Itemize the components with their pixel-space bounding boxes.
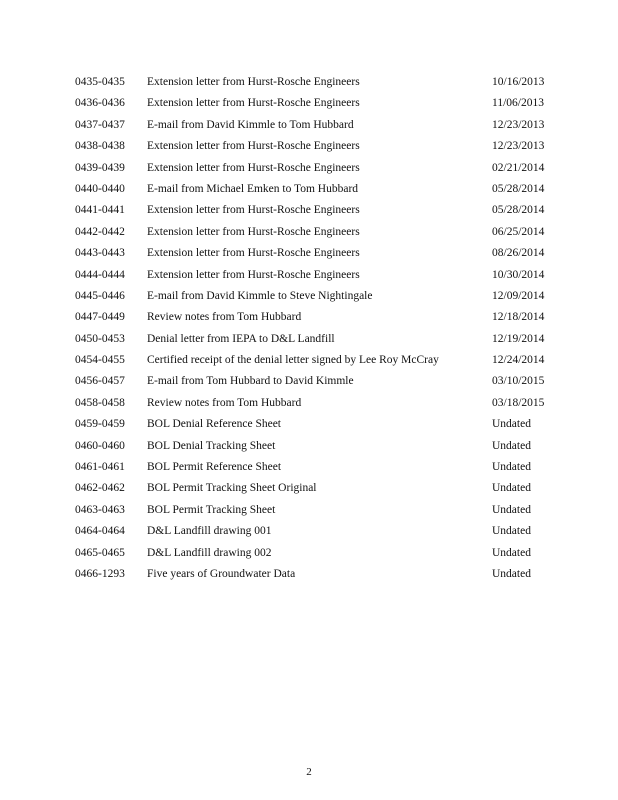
document-date: Undated [492, 482, 531, 495]
index-row [0, 265, 618, 286]
document-description: Review notes from Tom Hubbard [147, 396, 302, 409]
document-description: E-mail from David Kimmle to Steve Nightingale [147, 289, 373, 302]
index-row [0, 93, 618, 114]
bates-range: 0450-0453 [75, 332, 125, 345]
document-date: Undated [492, 546, 531, 559]
index-row [0, 243, 618, 264]
bates-range: 0439-0439 [75, 161, 125, 174]
document-description: Extension letter from Hurst-Rosche Engineers [147, 97, 360, 110]
document-date: 10/16/2013 [492, 76, 545, 88]
bates-range: 0442-0442 [75, 225, 125, 238]
document-date: Undated [492, 525, 531, 538]
bates-range: 0466-1293 [75, 567, 125, 580]
document-date: 02/21/2014 [492, 161, 545, 174]
document-date: Undated [492, 567, 531, 580]
document-date: 03/10/2015 [492, 375, 545, 388]
document-description: Certified receipt of the denial letter signed by Lee Roy McCray [147, 354, 439, 367]
bates-range: 0444-0444 [75, 268, 125, 281]
document-date: 11/06/2013 [492, 97, 544, 110]
document-description: E-mail from Michael Emken to Tom Hubbard [147, 182, 359, 195]
bates-range: 0435-0435 [75, 76, 125, 88]
document-description: Review notes from Tom Hubbard [147, 311, 302, 324]
bates-range: 0441-0441 [75, 204, 125, 217]
bates-range: 0447-0449 [75, 311, 125, 324]
document-date: Undated [492, 439, 531, 452]
bates-range: 0458-0458 [75, 396, 125, 409]
document-date: Undated [492, 503, 531, 516]
index-row [0, 200, 618, 221]
document-date: 10/30/2014 [492, 268, 545, 281]
document-description: Extension letter from Hurst-Rosche Engineers [147, 247, 360, 260]
index-row [0, 371, 618, 392]
index-row [0, 158, 618, 179]
index-row [0, 478, 618, 499]
document-description: Extension letter from Hurst-Rosche Engineers [147, 204, 360, 217]
bates-range: 0465-0465 [75, 546, 125, 559]
index-row [0, 393, 618, 414]
document-description: Extension letter from Hurst-Rosche Engineers [147, 268, 360, 281]
index-row [0, 286, 618, 307]
document-date: Undated [492, 461, 531, 474]
document-date: 12/19/2014 [492, 332, 545, 345]
document-description: Extension letter from Hurst-Rosche Engineers [147, 76, 360, 88]
document-date: 12/24/2014 [492, 354, 545, 367]
document-description: Five years of Groundwater Data [147, 567, 296, 580]
index-row [0, 222, 618, 243]
document-date: 03/18/2015 [492, 396, 545, 409]
bates-range: 0463-0463 [75, 503, 125, 516]
document-description: BOL Permit Reference Sheet [147, 461, 282, 474]
document-date: 05/28/2014 [492, 204, 545, 217]
document-date: Undated [492, 418, 531, 431]
bates-range: 0436-0436 [75, 97, 125, 110]
bates-range: 0464-0464 [75, 525, 125, 538]
document-date: 12/09/2014 [492, 289, 545, 302]
document-description: BOL Denial Reference Sheet [147, 418, 282, 431]
document-date: 12/18/2014 [492, 311, 545, 324]
document-date: 12/23/2013 [492, 118, 545, 131]
bates-range: 0440-0440 [75, 182, 125, 195]
index-row [0, 457, 618, 478]
document-description: BOL Permit Tracking Sheet [147, 503, 276, 516]
bates-range: 0438-0438 [75, 140, 125, 153]
document-index-list [0, 72, 618, 585]
index-row [0, 307, 618, 328]
page-number: 2 [306, 766, 312, 778]
bates-range: 0437-0437 [75, 118, 125, 131]
index-row [0, 115, 618, 136]
document-description: BOL Denial Tracking Sheet [147, 439, 276, 452]
document-description: Denial letter from IEPA to D&L Landfill [147, 332, 335, 345]
index-row [0, 543, 618, 564]
bates-range: 0443-0443 [75, 247, 125, 260]
bates-range: 0454-0455 [75, 354, 125, 367]
document-date: 05/28/2014 [492, 182, 545, 195]
index-row [0, 414, 618, 435]
document-description: D&L Landfill drawing 002 [147, 546, 272, 559]
bates-range: 0459-0459 [75, 418, 125, 431]
document-description: BOL Permit Tracking Sheet Original [147, 482, 317, 495]
document-description: E-mail from David Kimmle to Tom Hubbard [147, 118, 354, 131]
document-description: Extension letter from Hurst-Rosche Engineers [147, 140, 360, 153]
bates-range: 0456-0457 [75, 375, 125, 388]
document-description: D&L Landfill drawing 001 [147, 525, 272, 538]
index-row [0, 329, 618, 350]
document-description: E-mail from Tom Hubbard to David Kimmle [147, 375, 354, 388]
document-date: 08/26/2014 [492, 247, 545, 260]
index-row [0, 500, 618, 521]
index-row [0, 179, 618, 200]
index-row [0, 564, 618, 585]
bates-range: 0460-0460 [75, 439, 125, 452]
bates-range: 0461-0461 [75, 461, 125, 474]
index-row [0, 72, 618, 93]
index-row [0, 350, 618, 371]
document-date: 12/23/2013 [492, 140, 545, 153]
document-description: Extension letter from Hurst-Rosche Engineers [147, 225, 360, 238]
document-date: 06/25/2014 [492, 225, 545, 238]
index-row [0, 521, 618, 542]
index-row [0, 436, 618, 457]
bates-range: 0462-0462 [75, 482, 125, 495]
index-row [0, 136, 618, 157]
bates-range: 0445-0446 [75, 289, 125, 302]
document-description: Extension letter from Hurst-Rosche Engineers [147, 161, 360, 174]
